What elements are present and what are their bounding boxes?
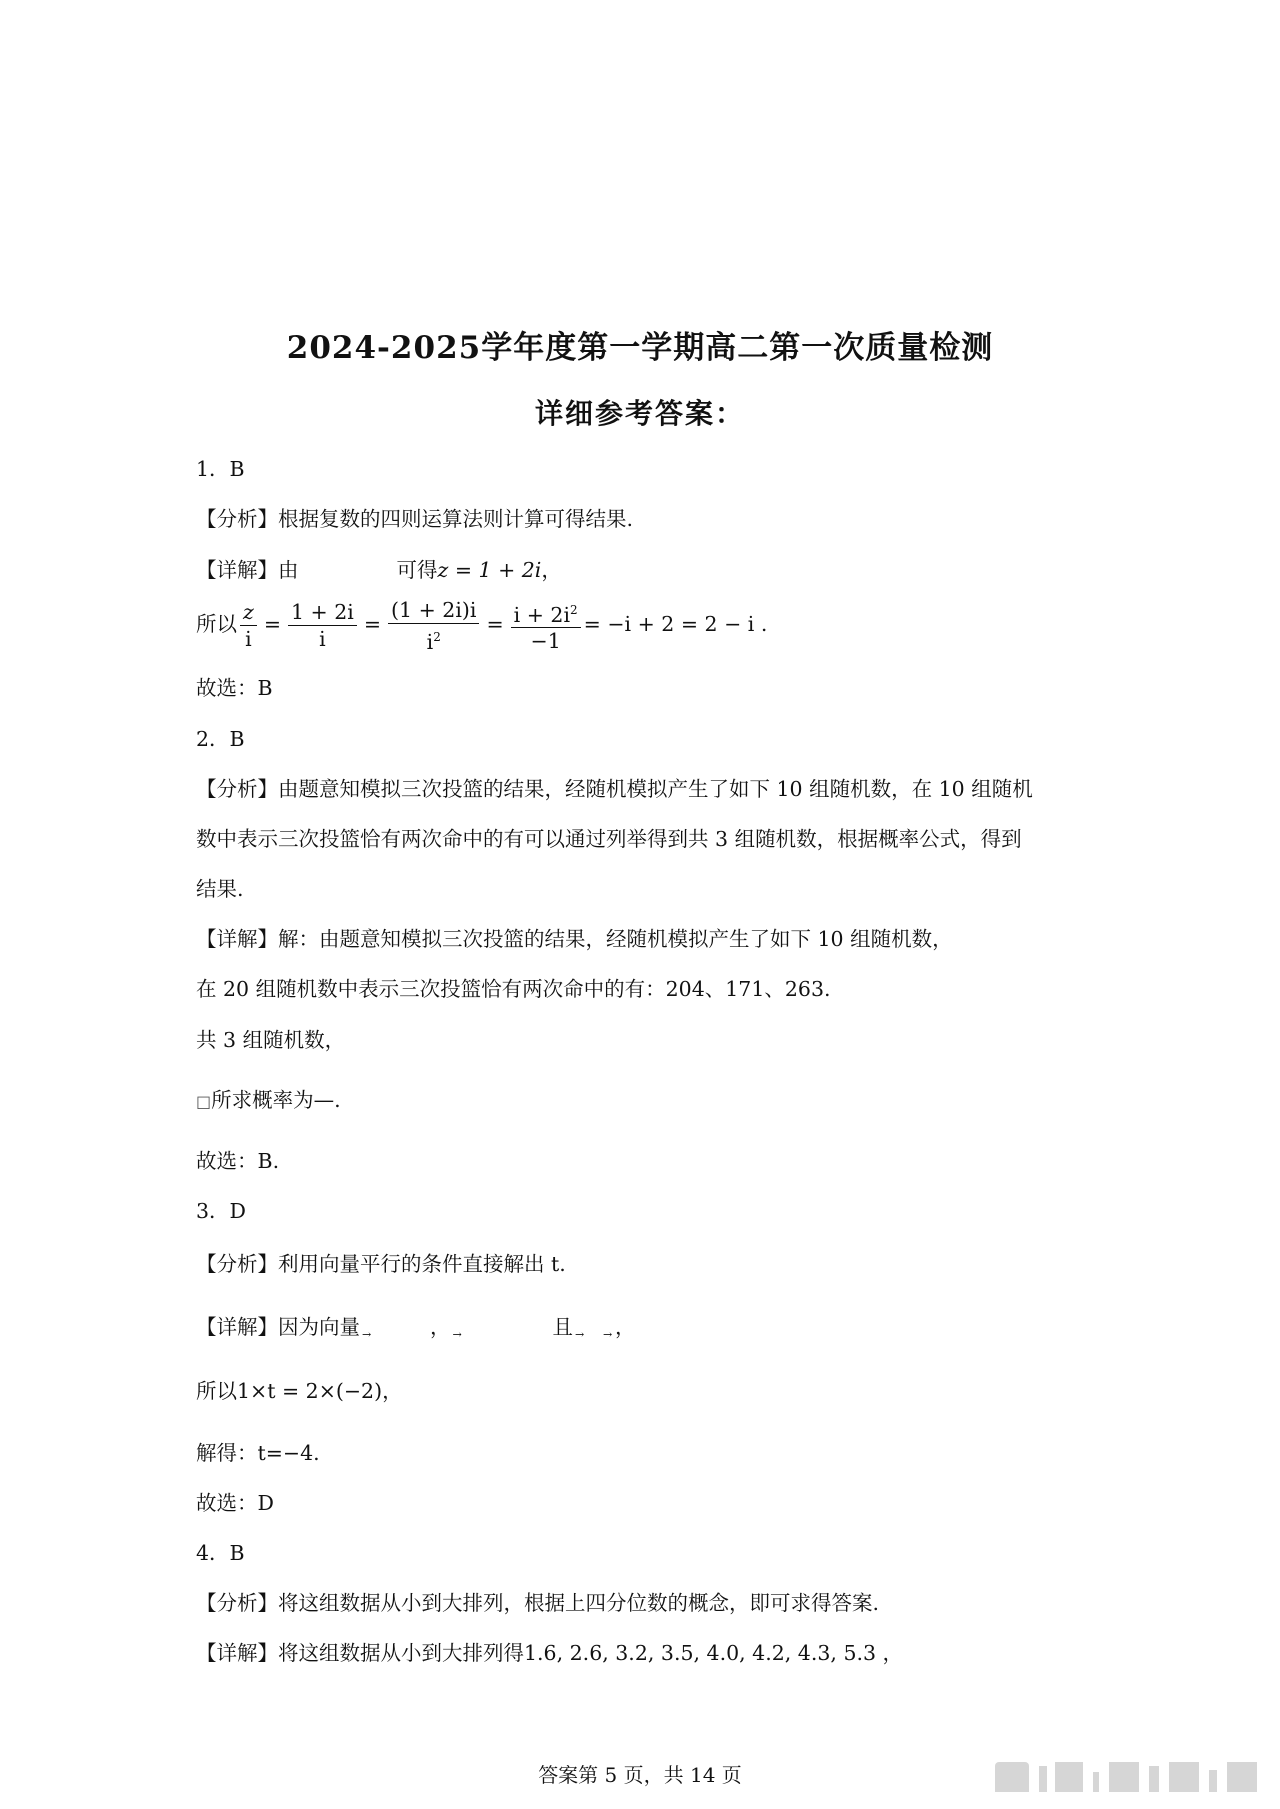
q3-solve: 解得：t=−4. — [196, 1441, 320, 1465]
q3-detail: 【详解】因为向量 ， 且 ， — [196, 1315, 636, 1339]
q1-frac-4: $\frac{i + 2i^2}{-1}$ — [511, 597, 581, 655]
q1-so-prefix: 所以 — [196, 612, 237, 636]
q2-answer: 2．B — [196, 727, 245, 751]
q2-detail-line-2: 在 20 组随机数中表示三次投篮恰有两次命中的有：204、171、263. — [196, 977, 831, 1001]
q3-analysis: 【分析】利用向量平行的条件直接解出 t. — [196, 1252, 566, 1276]
q1-frac-1: $\frac{z}{i}$ — [240, 599, 257, 652]
page-title: 2024-2025学年度第一学期高二第一次质量检测 — [286, 330, 994, 366]
q4-detail: 【详解】将这组数据从小到大排列得1.6, 2.6, 3.2, 3.5, 4.0, 4.2, 4.3, 5.3 ， — [196, 1641, 904, 1665]
q1-detail-mid: 可得 — [396, 558, 438, 582]
q1-frac-2: $\frac{1 + 2i}{i}$ — [288, 599, 357, 652]
q1-answer: 1．B — [196, 457, 245, 481]
q3-so-line: 所以1×t = 2×(−2)， — [196, 1379, 403, 1403]
q1-analysis: 【分析】根据复数的四则运算法则计算可得结果. — [196, 507, 634, 531]
q1-derivation: 所以 $\frac{z}{i}$ = $\frac{1 + 2i}{i}$ = $\frac{(1 + 2i)i}{i^2}$ = $\frac{i + 2i^2}{-1}$ = −i + 2 = 2 − i . — [196, 597, 768, 654]
q1-frac-3: $\frac{(1 + 2i)i}{i^2}$ — [388, 597, 479, 655]
q1-conclusion: 故选：B — [196, 676, 273, 700]
page-subtitle: 详细参考答案： — [534, 397, 745, 430]
q2-detail-line-1: 【详解】解：由题意知模拟三次投篮的结果，经随机模拟产生了如下 10 组随机数， — [196, 927, 953, 951]
q3-detail-and: 且 — [552, 1315, 573, 1339]
q4-analysis: 【分析】将这组数据从小到大排列，根据上四分位数的概念，即可求得答案. — [196, 1591, 880, 1615]
q1-detail-expr: z = 1 + 2i — [437, 558, 542, 582]
therefore-icon: □ — [196, 1092, 212, 1111]
q3-detail-prefix: 【详解】因为向量 — [196, 1315, 360, 1339]
page-footer: 答案第 5 页，共 14 页 — [538, 1763, 742, 1787]
q2-analysis-line-1: 【分析】由题意知模拟三次投篮的结果，经随机模拟产生了如下 10 组随机数，在 10 组随机 — [196, 777, 1033, 801]
q2-analysis-line-2: 数中表示三次投篮恰有两次命中的有可以通过列举得到共 3 组随机数，根据概率公式，得到 — [196, 827, 1022, 851]
q2-conclusion: 故选：B. — [196, 1149, 280, 1173]
q1-detail-prefix: 【详解】由 — [196, 558, 299, 582]
q1-detail: 【详解】由 可得z = 1 + 2i， — [196, 558, 562, 582]
q4-answer: 4．B — [196, 1541, 245, 1565]
q1-result: = −i + 2 = 2 − i . — [583, 612, 768, 636]
q2-detail-line-4: □所求概率为—. — [196, 1088, 341, 1112]
q3-conclusion: 故选：D — [196, 1491, 274, 1515]
q2-detail-line-3: 共 3 组随机数， — [196, 1028, 346, 1052]
watermark-logo — [995, 1752, 1260, 1792]
q2-analysis-line-3: 结果. — [196, 877, 244, 901]
q3-answer: 3．D — [196, 1199, 246, 1223]
